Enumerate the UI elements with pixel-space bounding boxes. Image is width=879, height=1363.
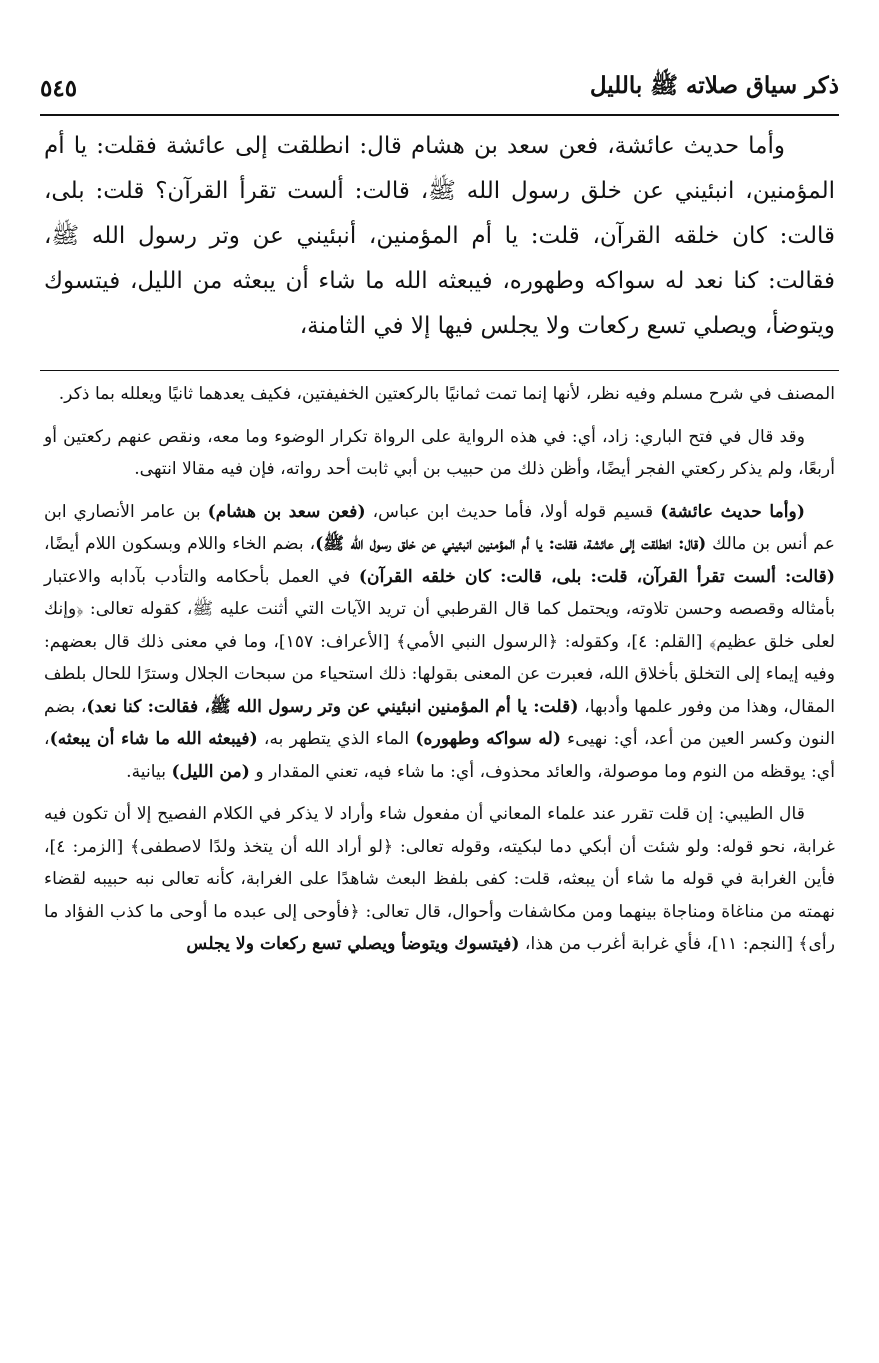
main-text: وأما حديث عائشة، فعن سعد بن هشام قال: انطلقت إلى عائشة فقلت: يا أم المؤمنين، انبئيني عن خلق رسول الله ﷺ، قالت: ألست تقرأ القرآن؟ قلت: بلى، قالت: كان خلقه القرآن، قلت: يا أم المؤمنين، أنبئيني عن وتر رسول الله ﷺ، فقالت: كنا نعد له سواكه وطهوره، فيبعثه الله ما شاء أن يبعثه من الليل، فيتسوك ويتوضأ، ويصلي تسع ركعات ولا يجلس فيها إلا في الثامنة، bbox=[44, 133, 835, 339]
text-run: بيانية. bbox=[126, 761, 172, 782]
text-run: ، أي: يوقظه من النوم وما موصولة، والعائد محذوف، أي: ما شاء فيه، تعني المقدار و bbox=[44, 729, 835, 782]
commentary-paragraph-4 bbox=[44, 798, 835, 961]
page-number: ٥٤٥ bbox=[40, 74, 78, 102]
bold-quote-run: (فيبعثه الله ما شاء أن يبعثه) bbox=[49, 729, 258, 749]
footnote-separator bbox=[40, 370, 839, 371]
running-title: ذكر سياق صلاته ﷺ بالليل bbox=[589, 72, 839, 99]
text-run: الماء الذي يتطهر به، bbox=[257, 729, 416, 749]
commentary bbox=[44, 378, 835, 971]
text-run: في العمل بأحكامه والتأدب بآدابه والاعتبار بأمثاله وقصصه وحسن تلاوته، ويحتمل كما قال القرطبي أن تريد الآيات التي أثنت عليه ﷺ، كقوله تعالى: ﴿وإنك لعلى خلق عظيم﴾ [القلم: ٤]، وكقوله: ﴿الرسول النبي الأمي﴾ [الأعراف: ١٥٧]، وما في معنى ذلك قال بعضهم: وفيه إيماء إلى التخلق بأخلاق الله، فعبرت عن المعنى بقولها: ذلك استحياء من سبحات الجلال وسترًا للحال بلطف المقال، وهذا من وفور علمها وأدبها، bbox=[44, 566, 836, 717]
text-run: بن عامر الأنصاري ابن عم أنس بن مالك bbox=[44, 501, 836, 554]
text-run: قال الطيبي: إن قلت تقرر عند علماء المعاني أن مفعول شاء وأراد لا يذكر في الكلام الفصيح إلا أن تكون فيه غرابة، نحو قوله: ولو شئت أن أبكي دما لبكيته، وقوله تعالى: ﴿لو أراد الله أن يتخذ ولدًا لاصطفى﴾ [الزمر: ٤]، فأين الغرابة في قوله ما شاء أن يبعثه، قلت: كفى بلفظ البعث شاهدًا على الغرابة، كأنه تعالى نبه حبيبه لقضاء نهمته من مناغاة ومناجاة بينهما ومن مكاشفات وأحوال، قال تعالى: ﴿فأوحى إلى عبده ما أوحى ما كذب الفؤاد ما رأى﴾ [النجم: ١١]، فأي غرابة أغرب من هذا، bbox=[44, 804, 835, 954]
bold-quote-run: (فيتسوك ويتوضأ ويصلي تسع ركعات ولا يجلس bbox=[186, 934, 520, 954]
bold-quote-run: (قال: انطلقت إلى عائشة، فقلت: يا أم المؤمنين انبئيني عن خلق رسول الله ﷺ) bbox=[315, 534, 707, 554]
bold-quote-run: (قالت: ألست تقرأ القرآن، قلت: بلى، قالت: كان خلقه القرآن) bbox=[358, 566, 835, 587]
text-run: ، بضم النون وكسر العين من أعد، أي: نهيىء bbox=[44, 696, 835, 749]
text-run: قسيم قوله أولا، فأما حديث ابن عباس، bbox=[365, 501, 661, 522]
bold-quote-run: (له سواكه وطهوره) bbox=[415, 729, 561, 749]
bold-quote-run: (من الليل) bbox=[171, 761, 250, 782]
commentary-paragraph-1: المصنف في شرح مسلم وفيه نظر، لأنها إنما تمت ثمانيًا بالركعتين الخفيفتين، فكيف يعدهما ثانيًا ويعلله بما ذكر. bbox=[58, 384, 835, 404]
text-run: ، بضم الخاء واللام وبسكون اللام أيضًا، bbox=[44, 534, 316, 554]
header-rule bbox=[40, 114, 839, 116]
bold-quote-run: (قلت: يا أم المؤمنين انبئيني عن وتر رسول الله ﷺ، فقالت: كنا نعد) bbox=[86, 696, 579, 717]
bold-quote-run: (وأما حديث عائشة) bbox=[660, 501, 805, 522]
page-header bbox=[40, 68, 839, 108]
commentary-paragraph-3 bbox=[44, 496, 835, 789]
bold-quote-run: (فعن سعد بن هشام) bbox=[207, 501, 366, 522]
commentary-paragraph-2: وقد قال في فتح الباري: زاد، أي: في هذه الرواية على الرواة تكرار الوضوء وما معه، ونقص عنهم ركعتين أو أربعًا، ولم يذكر ركعتي الفجر أيضًا، وأظن ذلك من حبيب بن أبي ثابت أحد رواته، فإن فيه مقالا انتهى. bbox=[44, 426, 835, 479]
